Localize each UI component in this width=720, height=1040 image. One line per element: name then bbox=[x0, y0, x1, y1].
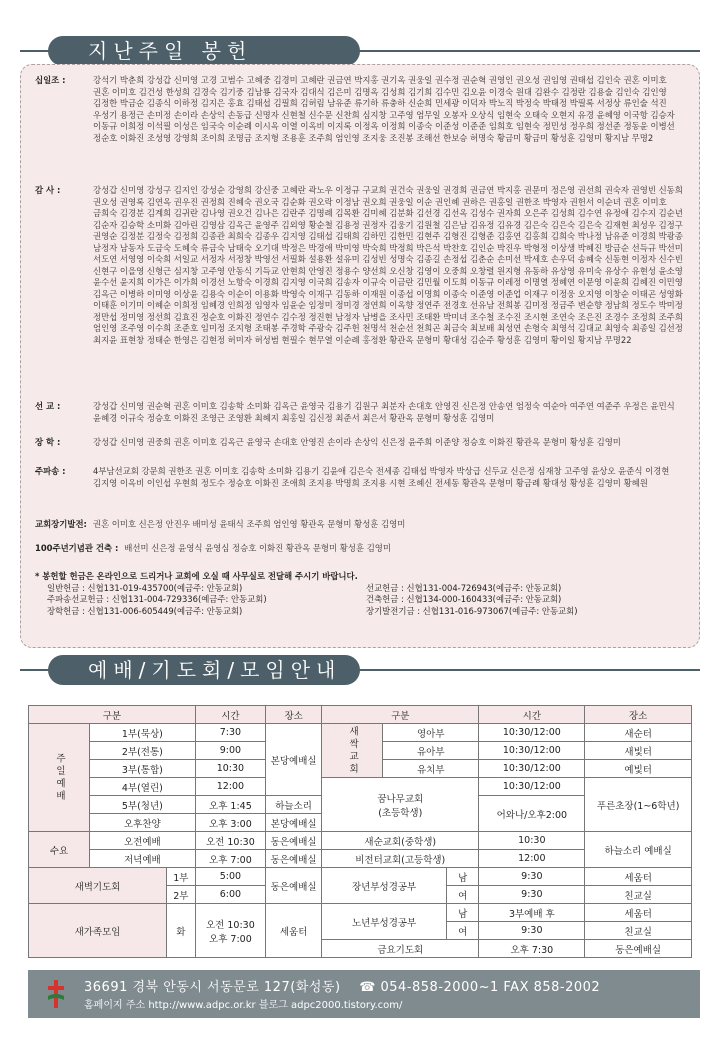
youth-place: 하늘소리 예배실 bbox=[585, 832, 692, 868]
tithe-label: 십일조 : bbox=[35, 75, 66, 85]
service-time: 7:30 bbox=[195, 724, 265, 742]
dream-label: 꿈나무교회 bbox=[377, 793, 424, 805]
high-time: 12:00 bbox=[479, 850, 585, 868]
family-time1: 오전 10:30 bbox=[206, 919, 255, 931]
service-place: 하늘소리 bbox=[266, 796, 322, 814]
centennial-names: 배선미 신은정 윤영식 윤영심 정승호 이화진 황관옥 문형미 황성훈 김영미 bbox=[124, 543, 391, 553]
family-day: 화 bbox=[167, 904, 196, 958]
dawn-place: 동은예배실 bbox=[266, 868, 322, 904]
bible-gender: 남 bbox=[447, 868, 479, 886]
sprout-time: 10:30/12:00 bbox=[479, 742, 585, 760]
bible-place: 친교실 bbox=[585, 922, 692, 940]
bible-time: 9:30 bbox=[479, 868, 585, 886]
family-place: 세움터 bbox=[266, 904, 322, 958]
service-time: 오후 7:00 bbox=[195, 850, 265, 868]
weekday-names: 4부남선교회 강문희 권한조 권혼 이미호 김송학 소미화 김용기 김윤애 김은숙 전세종 김태섭 박영자 박상급 신두교 신은정 심재창 고주영 윤상오 윤준식 이경현 김지영 이옥비 이인섭 우현희 정도수 정승호 이화진 조애희 조지용 박명희 조지용 시현 조혜신 전세동 황관옥 문형미 황금례 황대성 황성훈 김영미 황혜원 bbox=[93, 466, 670, 488]
footer-line1 bbox=[84, 976, 600, 995]
dream-time: 10:30/12:00 bbox=[479, 778, 585, 796]
sprout-place: 예빛터 bbox=[585, 760, 692, 778]
dream-time2: 어와나/오후2:00 bbox=[479, 796, 585, 832]
col-header: 구분 bbox=[29, 706, 196, 724]
facility-names: 권혼 이미호 신은정 안진우 배미성 윤태식 조주희 엄인영 황관옥 문형미 황성훈 김영미 bbox=[92, 519, 406, 529]
bible-group: 장년부성경공부 bbox=[322, 868, 447, 904]
facility-row bbox=[35, 519, 685, 533]
col-header: 구분 bbox=[322, 706, 479, 724]
friday-time: 오후 7:30 bbox=[479, 940, 585, 958]
accounts-notice: * 봉헌할 헌금은 온라인으로 드리거나 교회에 오실 때 사무실로 전달해 주시기 바랍니다. bbox=[35, 571, 358, 581]
missions-label: 선 교 : bbox=[35, 401, 61, 411]
missions-names: 강성갑 신미영 권순혁 권혼 이미호 김송학 소미화 김옥근 윤영국 김용기 김원구 최분자 손대호 안영진 신은정 안송연 엄정숙 여순아 여주연 여준주 우정은 윤민식 윤혜경 이규숙 정승호 이화진 조영근 조영환 최혜지 최홍일 김신정 최준서 최은서 황관옥 문형미 황성훈 김영미 bbox=[93, 401, 675, 423]
service-name: 2부(전통) bbox=[90, 742, 196, 760]
service-place: 본당예배실 bbox=[266, 724, 322, 796]
friday-name: 금요기도회 bbox=[322, 940, 479, 958]
church-logo-icon bbox=[44, 978, 68, 1010]
account-item: 선교헌금 : 신협131-004-726943(예금주: 안동교회) bbox=[366, 582, 562, 593]
dream-name bbox=[322, 778, 479, 832]
service-name: 오전예배 bbox=[90, 832, 196, 850]
high-name: 비전터교회(고등학생) bbox=[322, 850, 479, 868]
sprout-name: 유치부 bbox=[383, 760, 479, 778]
bible-group: 노년부성경공부 bbox=[322, 904, 447, 940]
thanks-names: 강성갑 신미영 강성구 김지인 강성순 강영희 강신중 고혜란 곽노우 이정규 구교희 권건숙 권웅일 권경희 권금연 박지홍 권문미 정은영 권선희 권숙자 권영빈 신동희 권오성 권영록 김연옥 권우진 권정희 진혜숙 권오국 김순화 권오락 이정남 권오희 권웅일 이순 권인혜 권하은 권홍일 권한조 박영자 권헌서 이순녀 권혼 이미호 금희숙 김경분 김계희 김귀란 김나영 권오건 김나은 김란주 김명례 김목환 김미혜 김분화 김선경 김선옥 김성수 권자희 오은주 김성희 김수연 유정애 김수지 김순년 김순자 김승학 소미화 김아린 김영삼 김옥근 윤영주 김외영 황순철 김용정 권정자 김웅기 김원철 김은남 김유정 김유경 김은숙 김은숙 김은숙 김재현 최성우 김정구 권영순 김정분 김정숙 김정희 김종관 최희숙 김종우 김지영 김태섭 김태희 김하민 김한민 김현주 김형진 김형준 김홍연 김홍희 김희숙 박나정 남유준 이경희 박광종 남정자 남동자 도금숙 도혜숙 류금숙 남태숙 오기대 박정은 박경애 박미영 박숙희 박정희 박은석 박찬호 김인순 박진우 박형정 이상생 박혜진 방금순 선득규 박선미 서도연 서영영 이숙희 서일교 서정자 서정창 박영선 서필화 설용환 설유미 김성빈 성명숙 김종길 손정섭 김춘순 손미선 박세호 손우덕 송혜숙 신동현 이정자 신수빈 신현구 이을영 신형근 심지창 고주영 안동식 기득교 안현희 안영진 정용수 양선희 오신창 김영이 오중희 오창렬 원지형 유동하 유상영 유미숙 유상수 유현성 윤소영 윤수선 윤지희 이가은 이가희 이경선 노항숙 이경희 김지영 이국희 김송자 이규숙 이금란 김민월 이도희 이동규 이레정 이명열 정혜연 이문영 이윤희 김혜진 이민영 김옥근 이병하 이미영 이상윤 김용숙 이순이 이용화 박영숙 이재구 김동하 이재원 이종섭 이명희 이종숙 이준영 이준업 이재구 이정웅 오지영 이창순 이태곤 성영화 이태훈 이기미 이혜순 이희정 임혜경 인희정 임영자 임윤순 임정미 정미경 정연희 이옥향 정연주 전경호 선유남 전희봉 김미정 정금주 변순향 정남희 정도수 박미정 정만섭 정미영 정선희 김효진 정순호 이화진 정연수 김수정 정진현 남정자 남병을 조사민 조태환 박미녀 조수철 조수진 조시현 조연숙 조은진 조경수 조정희 조주희 엄인영 조주영 이수희 조준호 임미정 조지형 조태봉 주경학 주광숙 김주헌 천명석 천순선 천희곤 최금숙 최보배 최성연 손형숙 최영석 김대교 최영숙 최종일 김선정 최지윤 표현창 정태순 한영은 김현정 허미자 허성범 현필수 현무열 이순례 홍정환 황관옥 문형미 황대성 김순주 황성훈 김영미 황이일 황지남 무명22 bbox=[93, 185, 683, 345]
dawn-part: 1부 bbox=[167, 868, 196, 886]
scholarship-names: 강성갑 신미영 권중희 권혼 이미호 김옥근 윤영국 손대호 안영진 손이라 손상익 신은정 윤주희 이준양 정승호 이화진 황관옥 문형미 황성훈 김영미 bbox=[93, 437, 621, 447]
sprout-place: 새빛터 bbox=[585, 742, 692, 760]
dream-sub: (초등학생) bbox=[378, 807, 423, 819]
section2-title: 예배/기도회/모임안내 bbox=[48, 655, 360, 685]
schedule-table bbox=[28, 705, 692, 958]
accounts-block bbox=[35, 571, 685, 617]
wednesday-label: 수요 bbox=[29, 832, 90, 868]
account-item: 건축헌금 : 신협134-000-160433(예금주: 안동교회) bbox=[366, 594, 562, 604]
weekday-label: 주파송 : bbox=[35, 466, 66, 476]
sprout-place: 새순터 bbox=[585, 724, 692, 742]
bible-place: 세움터 bbox=[585, 904, 692, 922]
sprout-name: 유아부 bbox=[383, 742, 479, 760]
service-time: 오전 10:30 bbox=[195, 832, 265, 850]
account-item: 일반헌금 : 신협131-019-435700(예금주: 안동교회) bbox=[47, 582, 243, 593]
col-header: 시간 bbox=[479, 706, 585, 724]
sunday-label: 주일예배 bbox=[29, 724, 90, 832]
tithe-names: 강석기 박춘희 강성갑 신미영 고경 고범수 고혜중 김경미 고혜란 권금연 박지홍 권기옥 권웅일 권수정 권순혁 권영인 권오성 권임영 권태섭 김인숙 권혼 이미호 권혼 이미호 김건성 한성희 김경숙 김기중 김남룡 김국자 김대식 김은미 김명옥 김성희 김기희 김수민 김오윤 이경숙 원대 김완수 김정란 김용술 김인숙 김인영 김정한 박금순 김종식 이하정 김지은 홍효 김태섭 김필희 김허림 남유준 류기하 류충하 신순희 민세광 이덕자 박노직 박정숙 박태정 박필록 서정상 류인술 석진 우성기 용정근 손미정 손이라 손상익 손동급 신명자 신현철 신수문 신찬희 심지창 고주영 엄무일 오봉자 오상식 임현숙 오태숙 오현지 유경 윤혜영 이국항 김승자 이동규 이희정 이석필 이성은 임국숙 이순례 이시옥 이열 이옥비 이지록 이정옥 이정희 이종숙 이준성 이준준 임희호 임현숙 정민성 정우희 정선준 정동윤 이병선 정순호 이화진 조성영 강영희 조이희 조명금 조지형 조용훈 조주희 엄인영 조지웅 조진봉 조해선 한보승 허명숙 황금미 황금미 황성훈 김영미 황지남 무명2 bbox=[93, 75, 675, 143]
service-name: 저녁예배 bbox=[90, 850, 196, 868]
dawn-time: 5:00 bbox=[195, 868, 265, 886]
friday-place: 동은예배실 bbox=[585, 940, 692, 958]
bible-time: 3부예배 후 bbox=[479, 904, 585, 922]
facility-label: 교회장기발전: bbox=[35, 519, 87, 529]
service-name: 5부(청년) bbox=[90, 796, 196, 814]
scholarship-row bbox=[35, 437, 685, 463]
bible-time: 9:30 bbox=[479, 886, 585, 904]
bible-gender: 남 bbox=[447, 904, 479, 922]
account-item: 장기발전기금 : 신협131-016-973067(예금주: 안동교회) bbox=[366, 605, 578, 616]
footer-homepage[interactable]: 홈페이지 주소 http://www.adpc.or.kr 블로그 adpc2000.tistory.com/ bbox=[84, 1000, 403, 1011]
service-place: 본당예배실 bbox=[266, 814, 322, 832]
service-time: 12:00 bbox=[195, 778, 265, 796]
service-name: 1부(묵상) bbox=[90, 724, 196, 742]
sprout-label: 새싹교회 bbox=[322, 724, 383, 778]
bible-place: 세움터 bbox=[585, 868, 692, 886]
bible-time: 9:30 bbox=[479, 922, 585, 940]
centennial-row bbox=[35, 543, 685, 557]
service-time: 9:00 bbox=[195, 742, 265, 760]
sprout-time: 10:30/12:00 bbox=[479, 760, 585, 778]
middle-time: 10:30 bbox=[479, 832, 585, 850]
service-time: 오후 3:00 bbox=[195, 814, 265, 832]
service-place: 동은예배실 bbox=[266, 850, 322, 868]
sprout-time: 10:30/12:00 bbox=[479, 724, 585, 742]
dawn-part: 2부 bbox=[167, 886, 196, 904]
footer bbox=[28, 970, 700, 1018]
footer-address: 36691 경북 안동시 서동문로 127(화성동) bbox=[84, 980, 341, 995]
bible-place: 친교실 bbox=[585, 886, 692, 904]
family-time2: 오후 7:00 bbox=[209, 933, 252, 945]
family-time bbox=[195, 904, 265, 958]
account-item: 주파송선교헌금 : 신협131-004-729336(예금주: 안동교회) bbox=[47, 594, 267, 604]
service-time: 10:30 bbox=[195, 760, 265, 778]
bible-gender: 여 bbox=[447, 922, 479, 940]
family-label: 새가족모임 bbox=[29, 904, 167, 958]
service-name: 3부(통합) bbox=[90, 760, 196, 778]
footer-phone: ☎ 054-858-2000~1 FAX 858-2002 bbox=[359, 980, 601, 995]
service-time: 오후 1:45 bbox=[195, 796, 265, 814]
bible-gender: 여 bbox=[447, 886, 479, 904]
centennial-label: 100주년기념관 건축 : bbox=[35, 543, 119, 553]
col-header: 시간 bbox=[195, 706, 265, 724]
scholarship-label: 장 학 : bbox=[35, 437, 61, 447]
weekday-row bbox=[35, 466, 685, 512]
thanks-row bbox=[35, 185, 685, 397]
service-name: 4부(열린) bbox=[90, 778, 196, 796]
section1-title: 지난주일 봉헌 bbox=[48, 36, 360, 66]
service-name: 오후찬양 bbox=[90, 814, 196, 832]
col-header: 장소 bbox=[585, 706, 692, 724]
missions-row bbox=[35, 401, 685, 435]
middle-name: 새순교회(중학생) bbox=[322, 832, 479, 850]
col-header: 장소 bbox=[266, 706, 322, 724]
sprout-name: 영아부 bbox=[383, 724, 479, 742]
thanks-label: 감 사 : bbox=[35, 185, 61, 195]
dawn-label: 새벽기도회 bbox=[29, 868, 167, 904]
offerings-panel bbox=[20, 64, 700, 648]
account-item: 장학헌금 : 신협131-006-605449(예금주: 안동교회) bbox=[47, 605, 243, 616]
service-place: 동은예배실 bbox=[266, 832, 322, 850]
dawn-time: 6:00 bbox=[195, 886, 265, 904]
dream-place: 푸른초장(1~6학년) bbox=[585, 778, 692, 832]
